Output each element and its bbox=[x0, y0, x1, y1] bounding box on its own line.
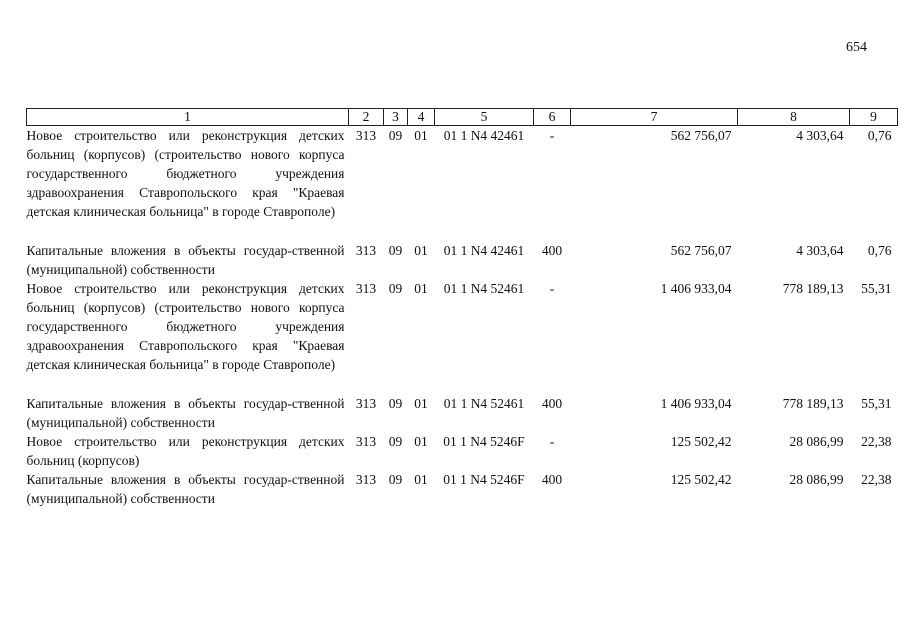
cell-expense-type: - bbox=[549, 128, 555, 143]
cell-expense-type: - bbox=[549, 434, 555, 449]
cell-admin-code: 313 bbox=[355, 434, 377, 449]
cell-admin-code: 313 bbox=[355, 281, 377, 296]
cell-plan: 1 406 933,04 bbox=[660, 281, 732, 296]
cell-expense-type: 400 bbox=[541, 472, 563, 487]
col-header-9: 9 bbox=[850, 109, 898, 126]
cell-admin-code: 313 bbox=[355, 128, 377, 143]
cell-section: 09 bbox=[388, 243, 403, 258]
col-header-7: 7 bbox=[571, 109, 738, 126]
cell-section: 09 bbox=[388, 396, 403, 411]
cell-subsection: 01 bbox=[414, 243, 428, 258]
cell-actual: 778 189,13 bbox=[782, 396, 844, 411]
cell-actual: 28 086,99 bbox=[789, 434, 844, 449]
cell-expense-type: 400 bbox=[541, 243, 563, 258]
table-row bbox=[27, 432, 898, 470]
cell-plan: 562 756,07 bbox=[670, 128, 732, 143]
cell-admin-code: 313 bbox=[355, 472, 377, 487]
table-row bbox=[27, 470, 898, 508]
cell-target-article: 01 1 N4 52461 bbox=[443, 396, 525, 411]
cell-actual: 4 303,64 bbox=[796, 243, 844, 258]
budget-table bbox=[26, 108, 898, 508]
cell-actual: 778 189,13 bbox=[782, 281, 844, 296]
cell-admin-code: 313 bbox=[355, 396, 377, 411]
cell-expense-type: 400 bbox=[541, 396, 563, 411]
cell-target-article: 01 1 N4 5246F bbox=[443, 434, 525, 449]
cell-plan: 125 502,42 bbox=[670, 434, 732, 449]
col-header-1: 1 bbox=[27, 109, 349, 126]
col-header-6: 6 bbox=[534, 109, 571, 126]
table-row bbox=[27, 279, 898, 374]
row-name: Новое строительство или реконструкция детских больниц (корпусов) bbox=[26, 434, 345, 468]
cell-section: 09 bbox=[388, 472, 403, 487]
col-header-8: 8 bbox=[738, 109, 850, 126]
cell-subsection: 01 bbox=[414, 434, 428, 449]
row-name: Новое строительство или реконструкция детских больниц (корпусов) (строительство нового корпуса государственного бюджетного учреждения здравоохранения Ставропольского края "Краевая детская клиническая больница" в городе Ставрополе) bbox=[26, 128, 345, 219]
col-header-2: 2 bbox=[349, 109, 384, 126]
cell-percent: 55,31 bbox=[861, 281, 892, 296]
cell-subsection: 01 bbox=[414, 281, 428, 296]
cell-target-article: 01 1 N4 5246F bbox=[443, 472, 525, 487]
table-row bbox=[27, 241, 898, 279]
cell-percent: 0,76 bbox=[867, 128, 892, 143]
cell-target-article: 01 1 N4 52461 bbox=[443, 281, 525, 296]
cell-plan: 562 756,07 bbox=[670, 243, 732, 258]
cell-percent: 22,38 bbox=[861, 434, 892, 449]
cell-section: 09 bbox=[388, 281, 403, 296]
cell-actual: 4 303,64 bbox=[796, 128, 844, 143]
row-name: Новое строительство или реконструкция детских больниц (корпусов) (строительство нового корпуса государственного бюджетного учреждения здравоохранения Ставропольского края "Краевая детская клиническая больница" в городе Ставрополе) bbox=[26, 281, 345, 372]
cell-subsection: 01 bbox=[414, 396, 428, 411]
cell-subsection: 01 bbox=[414, 128, 428, 143]
table-row bbox=[27, 394, 898, 432]
col-header-4: 4 bbox=[408, 109, 435, 126]
cell-percent: 0,76 bbox=[867, 243, 892, 258]
cell-plan: 1 406 933,04 bbox=[660, 396, 732, 411]
cell-target-article: 01 1 N4 42461 bbox=[443, 128, 525, 143]
row-name: Капитальные вложения в объекты государ-ственной (муниципальной) собственности bbox=[26, 243, 345, 277]
cell-section: 09 bbox=[388, 128, 403, 143]
cell-admin-code: 313 bbox=[355, 243, 377, 258]
cell-subsection: 01 bbox=[414, 472, 428, 487]
cell-expense-type: - bbox=[549, 281, 555, 296]
col-header-3: 3 bbox=[384, 109, 408, 126]
cell-percent: 22,38 bbox=[861, 472, 892, 487]
cell-percent: 55,31 bbox=[861, 396, 892, 411]
col-header-5: 5 bbox=[435, 109, 534, 126]
cell-target-article: 01 1 N4 42461 bbox=[443, 243, 525, 258]
header-row bbox=[27, 109, 898, 126]
row-name: Капитальные вложения в объекты государ-ственной (муниципальной) собственности bbox=[26, 396, 345, 430]
table-row bbox=[27, 126, 898, 222]
page-number: 654 bbox=[846, 40, 867, 55]
cell-actual: 28 086,99 bbox=[789, 472, 844, 487]
row-name: Капитальные вложения в объекты государ-ственной (муниципальной) собственности bbox=[26, 472, 345, 506]
cell-section: 09 bbox=[388, 434, 403, 449]
cell-plan: 125 502,42 bbox=[670, 472, 732, 487]
